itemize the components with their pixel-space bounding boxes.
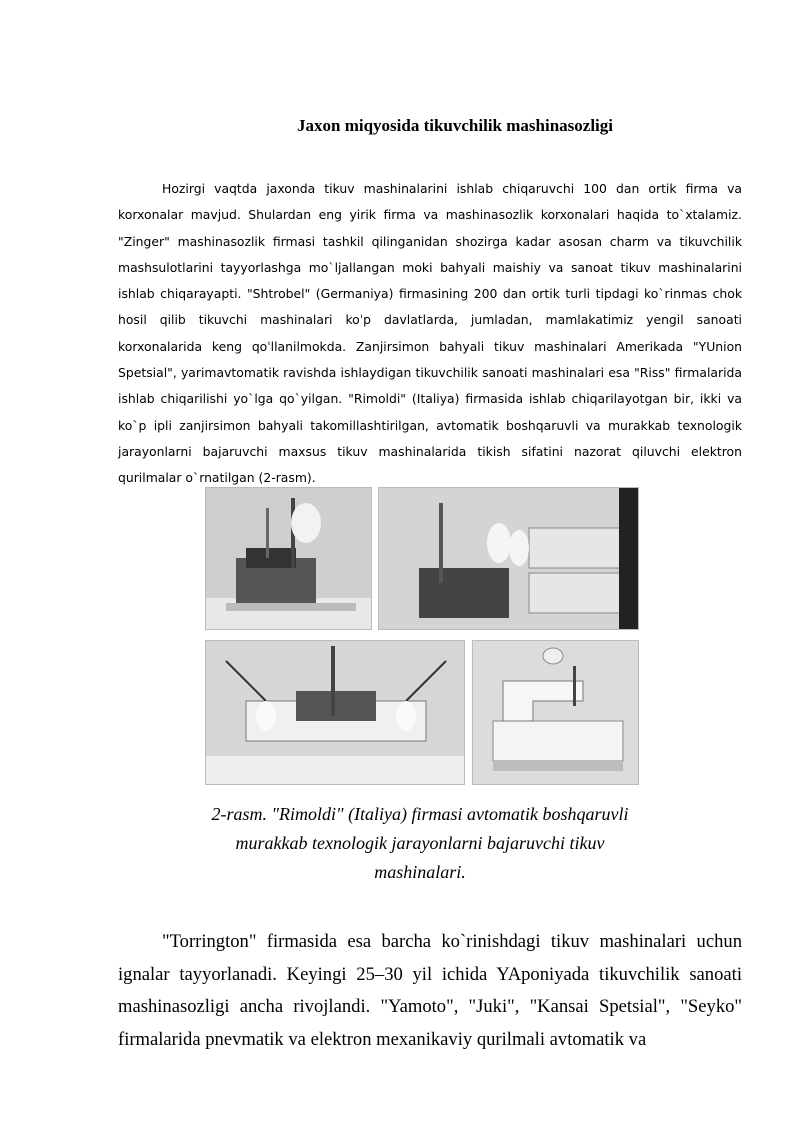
- caption-line: mashinalari.: [374, 862, 466, 882]
- body-paragraph-2: "Torrington" firmasida esa barcha ko`rinishdagi tikuv mashinalari uchun ignalar tayyorlanadi. Keyingi 25–30 yil ichida YAponiyada tikuvchilik sanoati mashinasozligi ancha rivojlandi. "Yamoto", "Juki", "Kansai Spetsial", "Seyko" firmalarida pnevmatik va elektron mexanikaviy qurilmali avtomatik va: [118, 931, 742, 1050]
- figure-machines: [205, 487, 637, 783]
- sewing-machine-photo-1: [205, 487, 372, 630]
- caption-line: 2-rasm. "Rimoldi" (Italiya) firmasi avtomatik boshqaruvli: [211, 804, 629, 824]
- caption-line: murakkab texnologik jarayonlarni bajaruvchi tikuv: [235, 833, 605, 853]
- body-paragraph-1: Hozirgi vaqtda jaxonda tikuv mashinalarini ishlab chiqaruvchi 100 dan ortik firma va korxonalar mavjud. Shulardan eng yirik firma va mashinasozlik korxonalari haqida to`xtalamiz. "Zinger" mashinasozlik firmasi tashkil qilinganidan shozirga kadar asosan charm va tikuvchilik mashsulotlarini tayyorlashga mo`ljallangan moki bahyali maishiy va sanoat tikuv mashinalarini ishlab chiqarayapti. "Shtrobel" (Germaniya) firmasining 200 dan ortik turli tipdagi ko`rinmas chok hosil qilib tikuvchi mashinalari koˈp davlatlarda, jumladan, mamlakatimiz yengil sanoati korxonalarida keng qoˈllanilmokda. Zanjirsimon bahyali tikuv mashinalari Amerikada "YUnion Spetsial", yarimavtomatik ravishda ishlaydigan tikuvchilik sanoati mashinalari esa "Riss" firmalarida ishlab chiqarilishi yo`lga qo`yilgan. "Rimoldi" (Italiya) firmasida ishlab chiqarilayotgan bir, ikki va ko`p ipli zanjirsimon bahyali takomillashtirilgan, avtomatik boshqaruvli va murakkab texnologik jarayonlarni bajaruvchi maxsus tikuv mashinalarida tikish sifatini nazorat qiluvchi elektron qurilmalar o`rnatilgan (2-rasm).: [118, 181, 742, 486]
- sewing-machine-photo-2: [378, 487, 639, 630]
- sewing-machine-photo-4: [472, 640, 639, 785]
- page-title: Jaxon miqyosida tikuvchilik mashinasozligi: [297, 116, 613, 135]
- sewing-machine-photo-3: [205, 640, 465, 785]
- figure-caption: [150, 800, 690, 887]
